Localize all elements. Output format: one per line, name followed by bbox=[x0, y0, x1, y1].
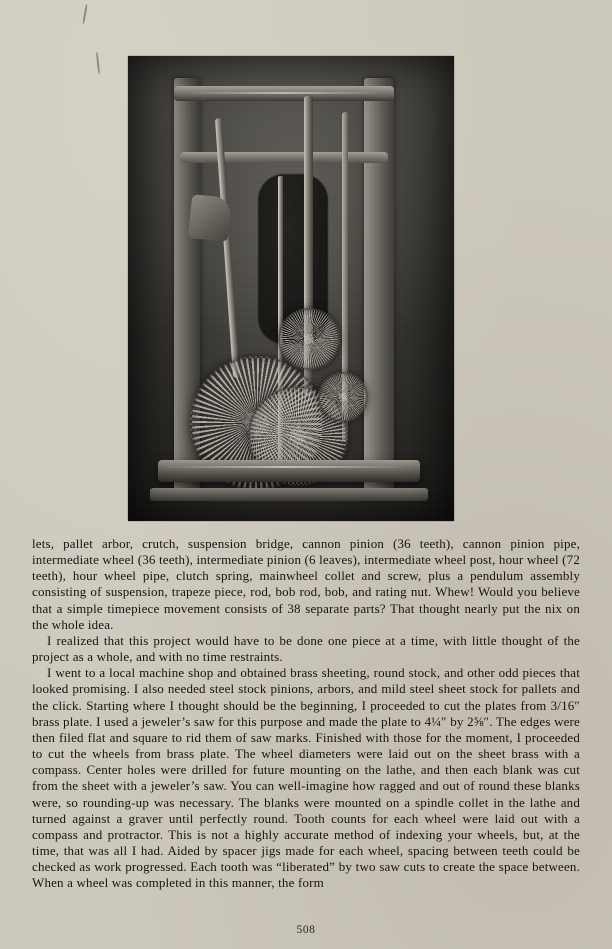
paragraph: I realized that this project would have to be done one piece at a time, with little thought of the project as a whole, and with no time restraints. bbox=[32, 632, 580, 665]
page-number: 508 bbox=[296, 924, 316, 936]
paragraph: lets, pallet arbor, crutch, suspension bridge, cannon pinion (36 teeth), cannon pinion pipe, intermediate wheel (36 teeth), intermediate pinion (6 leaves), intermediate wheel post, hour wheel (72 teeth), hour wheel pipe, clutch spring, mainwheel collet and screw, plus a pendulum assembly consisting of suspension, trapeze piece, rod, bob rod, bob, and rating nut. Whew! Would you believe that a simple timepiece movement consists of 38 separate parts? That thought nearly put the nix on the whole idea. bbox=[32, 536, 580, 632]
paragraph: I went to a local machine shop and obtained brass sheeting, round stock, and other odd pieces that looked promising. I also needed steel stock pinions, arbors, and mild steel sheet stock for pallets and the click. Starting where I thought should be the beginning, I proceeded to cut the plates from 3/16″ brass plate. I used a jeweler’s saw for this purpose and made the plate to 4¼″ by 2⅝″. The edges were then filed flat and square to rid them of saw marks. Finished with those for the moment, I proceeded to cut the wheels from brass plate. The wheel diameters were laid out on the sheet brass with a compass. Center holes were drilled for future mounting on the lathe, and then each blank was cut from the sheet with a jeweler’s saw. You can well-imagine how ragged and out of round these blanks were, so rounding-up was necessary. The blanks were mounted on a spindle collet in the lathe and turned against a graver until perfectly round. Tooth counts for each wheel were laid out with a compass and protractor. This is not a highly accurate method of indexing your wheels, but, at the time, that was all I had. Aided by spacer jigs made for each wheel, spacing between teeth could be checked as work progressed. Each tooth was “liberated” by two saw cuts to create the space between. When a wheel was completed in this manner, the form bbox=[32, 665, 580, 891]
film-grain bbox=[128, 56, 454, 521]
body-text bbox=[32, 536, 580, 891]
paper-blemish bbox=[82, 4, 87, 24]
paper-blemish bbox=[96, 52, 100, 74]
photo-canvas bbox=[128, 56, 454, 521]
clock-movement-photograph bbox=[128, 56, 454, 521]
